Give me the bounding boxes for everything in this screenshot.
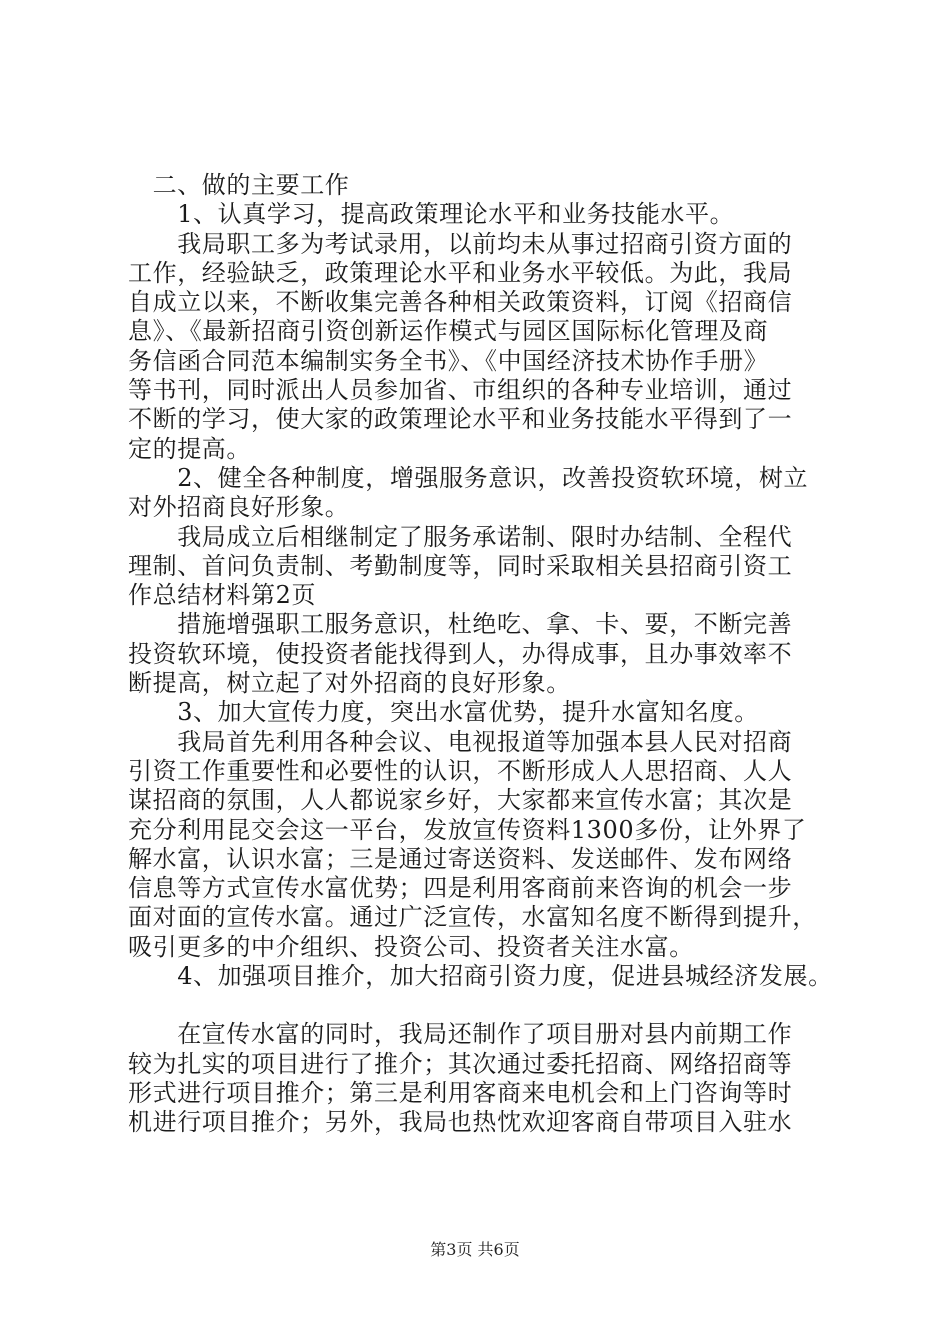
- page-footer: [0, 1240, 950, 1260]
- text-line: 定的提高。: [128, 434, 251, 463]
- text-line: 解水富，认识水富；三是通过寄送资料、发送邮件、发布网络: [128, 844, 793, 873]
- text-line: 二、做的主要工作: [128, 171, 350, 199]
- text-line: 自成立以来，不断收集完善各种相关政策资料，订阅《招商信: [128, 288, 793, 317]
- text-line: 谋招商的氛围，人人都说家乡好，大家都来宣传水富；其次是: [128, 786, 793, 815]
- text-line: 理制、首问负责制、考勤制度等，同时采取相关县招商引资工: [128, 551, 793, 580]
- paragraph-gap: [128, 991, 834, 1020]
- text-line: 不断的学习，使大家的政策理论水平和业务技能水平得到了一: [128, 405, 793, 434]
- text-line: 面对面的宣传水富。通过广泛宣传，水富知名度不断得到提升，: [128, 903, 817, 932]
- text-line: 1、认真学习，提高政策理论水平和业务技能水平。: [128, 200, 735, 229]
- text-line: 3、加大宣传力度，突出水富优势，提升水富知名度。: [128, 698, 759, 727]
- text-line: 工作，经验缺乏，政策理论水平和业务水平较低。为此，我局: [128, 258, 793, 287]
- text-line: 信息等方式宣传水富优势；四是利用客商前来咨询的机会一步: [128, 874, 793, 903]
- text-line: 机进行项目推介；另外，我局也热忱欢迎客商自带项目入驻水: [128, 1108, 793, 1137]
- text-line: 形式进行项目推介；第三是利用客商来电机会和上门咨询等时: [128, 1078, 793, 1107]
- text-line: 措施增强职工服务意识，杜绝吃、拿、卡、要，不断完善: [128, 610, 793, 639]
- text-line: 2、健全各种制度，增强服务意识，改善投资软环境，树立: [128, 463, 809, 492]
- text-line: 作总结材料第2页: [128, 581, 317, 610]
- text-line: 等书刊，同时派出人员参加省、市组织的各种专业培训，通过: [128, 376, 793, 405]
- text-line: 断提高，树立起了对外招商的良好形象。: [128, 669, 571, 698]
- text-line: 对外招商良好形象。: [128, 493, 350, 522]
- text-line: 投资软环境，使投资者能找得到人，办得成事，且办事效率不: [128, 639, 793, 668]
- text-line: 务信函合同范本编制实务全书》、《中国经济技术协作手册》: [128, 346, 769, 375]
- text-line: 在宣传水富的同时，我局还制作了项目册对县内前期工作: [128, 1020, 793, 1049]
- text-line: 我局职工多为考试录用，以前均未从事过招商引资方面的: [128, 229, 793, 258]
- text-line: 我局成立后相继制定了服务承诺制、限时办结制、全程代: [128, 522, 793, 551]
- text-line: 较为扎实的项目进行了推介；其次通过委托招商、网络招商等: [128, 1049, 793, 1078]
- page-indicator: 第3页 共6页: [430, 1240, 520, 1259]
- text-line: 吸引更多的中介组织、投资公司、投资者关注水富。: [128, 932, 694, 961]
- text-line: 息》、《最新招商引资创新运作模式与园区国际标化管理及商: [128, 317, 769, 346]
- text-line: 引资工作重要性和必要性的认识，不断形成人人思招商、人人: [128, 756, 793, 785]
- text-line: 4、加强项目推介，加大招商引资力度，促进县城经济发展。: [128, 962, 833, 991]
- text-line: 我局首先利用各种会议、电视报道等加强本县人民对招商: [128, 727, 793, 756]
- text-line: 充分利用昆交会这一平台，发放宣传资料1300多份，让外界了: [128, 815, 807, 844]
- document-body: [128, 171, 834, 1138]
